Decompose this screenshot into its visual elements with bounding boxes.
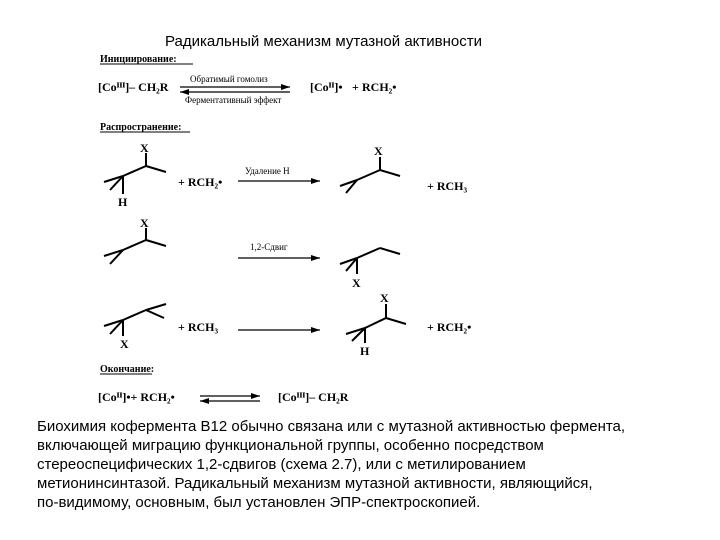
initiation-product-radical: RCH₂• bbox=[362, 80, 397, 94]
forward-arrowhead bbox=[281, 84, 290, 90]
termination-reactants: [Coᴵᴵ]•+ RCH₂• bbox=[98, 390, 175, 404]
termination-forward-arrowhead bbox=[251, 393, 260, 399]
paragraph-line: стереоспецифических 1,2-сдвигов (схема 2.7), или с метилированием bbox=[37, 456, 526, 473]
atom-x-1: X bbox=[140, 141, 149, 155]
propagation-heading: Распространение: bbox=[100, 122, 182, 133]
arrowhead-3 bbox=[311, 327, 320, 333]
molecule-2 bbox=[340, 157, 400, 193]
molecule-5 bbox=[104, 304, 166, 336]
molecule-3 bbox=[104, 228, 166, 264]
arrowhead-2 bbox=[311, 255, 320, 261]
initiation-reactant: [Coᴵᴵᴵ]– CH₂R bbox=[98, 80, 169, 94]
termination-product: [Coᴵᴵᴵ]– CH₂R bbox=[278, 390, 349, 404]
initiation-arrow-bottom-label: Ферментативный эффект bbox=[185, 95, 282, 105]
initiation-heading: Инициирование: bbox=[100, 54, 177, 65]
paragraph-line: метионинсинтазой. Радикальный механизм мутазной активности, являющийся, bbox=[37, 475, 593, 492]
molecule-6 bbox=[346, 304, 406, 343]
termination-reverse-arrowhead bbox=[200, 398, 209, 404]
atom-x-4: X bbox=[352, 276, 361, 290]
atom-x-6: X bbox=[380, 291, 389, 305]
molecule-1 bbox=[104, 153, 166, 194]
initiation-plus: + bbox=[352, 80, 359, 94]
termination-heading: Окончание: bbox=[100, 364, 155, 375]
arrowhead-1 bbox=[311, 178, 320, 184]
product-3: + RCH₂• bbox=[427, 320, 472, 334]
paragraph-line: Биохимия кофермента B12 обычно связана или с мутазной активностью фермента, bbox=[37, 418, 626, 435]
atom-x-2: X bbox=[374, 144, 383, 158]
molecule-4 bbox=[340, 248, 400, 274]
arrow-label-1: Удаление Н bbox=[245, 166, 290, 176]
reagent-1: + RCH₂• bbox=[178, 175, 223, 189]
paragraph-line: по-видимому, основным, был установлен ЭПР-спектроскопией. bbox=[37, 494, 481, 511]
reagent-3: + RCH₃ bbox=[178, 320, 219, 334]
product-1: + RCH₃ bbox=[427, 179, 468, 193]
atom-x-3: X bbox=[140, 216, 149, 230]
atom-h-6: H bbox=[360, 344, 370, 358]
atom-h-1: H bbox=[118, 195, 128, 209]
initiation-arrow-top-label: Обратимый гомолиз bbox=[190, 74, 268, 84]
initiation-product-co: [Coᴵᴵ]• bbox=[310, 80, 343, 94]
description-paragraph bbox=[37, 417, 697, 512]
atom-x-5: X bbox=[120, 337, 129, 351]
slide-title: Радикальный механизм мутазной активности bbox=[165, 33, 482, 50]
paragraph-line: включающей миграцию функциональной группы, особенно посредством bbox=[37, 437, 544, 454]
arrow-label-2: 1,2-Сдвиг bbox=[250, 242, 288, 252]
